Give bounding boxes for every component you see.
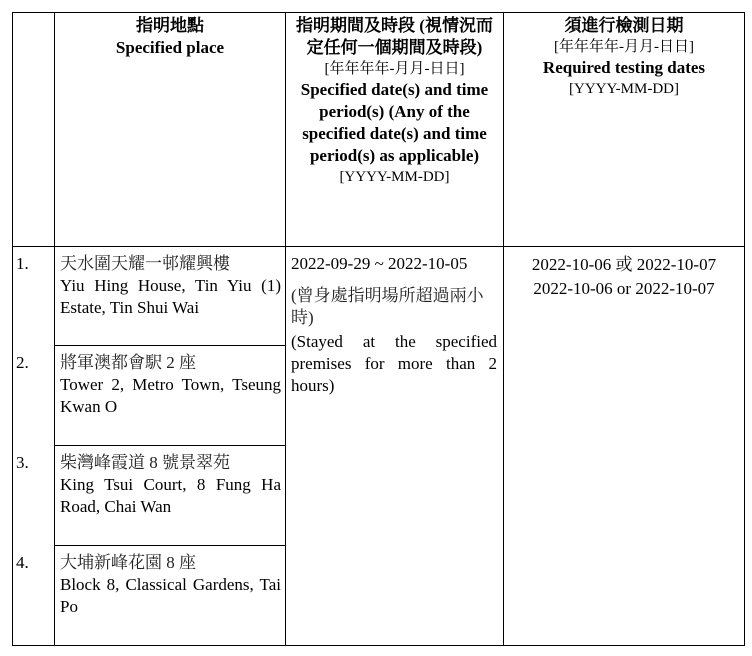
header-specified-place (55, 15, 285, 59)
table-border-bottom (12, 645, 745, 646)
header-dates-en: Required testing dates (542, 58, 706, 77)
header-period-zh: 指明期間及時段 (視情況而定任何一個期間及時段) (296, 16, 493, 57)
testing-dates-en: 2022-10-06 or 2022-10-07 (533, 279, 715, 298)
specified-period-cell (286, 247, 503, 397)
header-period-format-zh: [年年年年-月月-日日] (324, 61, 465, 77)
table-row (55, 546, 285, 618)
place-name-en: King Tsui Court, 8 Fung Ha Road, Chai Wan (60, 475, 281, 516)
testing-requirements-table (12, 12, 745, 646)
place-name-zh: 天水圍天耀一邨耀興樓 (60, 254, 230, 273)
table-row (55, 346, 285, 418)
header-dates-format-en: [YYYY-MM-DD] (569, 81, 679, 97)
col-divider-3 (503, 12, 504, 646)
header-required-testing-dates (504, 15, 744, 99)
required-testing-dates-cell (504, 247, 744, 301)
date-range: 2022-09-29 ~ 2022-10-05 (291, 254, 468, 273)
table-row (55, 446, 285, 518)
header-dates-zh: 須進行檢測日期 (564, 16, 684, 35)
table-border-right (744, 12, 745, 646)
table-row (55, 247, 285, 319)
place-name-en: Tower 2, Metro Town, Tseung Kwan O (60, 375, 281, 416)
header-period-en: Specified date(s) and time period(s) (Any of the specified date(s) and time period(s) as applicable) (300, 80, 489, 165)
header-place-en: Specified place (115, 38, 225, 57)
place-name-en: Yiu Hing House, Tin Yiu (1) Estate, Tin Shui Wai (60, 276, 281, 317)
testing-dates-zh: 2022-10-06 或 2022-10-07 (531, 255, 717, 274)
row-number: 4. (16, 553, 29, 572)
place-name-zh: 大埔新峰花園 8 座 (60, 553, 196, 572)
table-border-top (12, 12, 745, 13)
place-name-zh: 柴灣峰霞道 8 號景翠苑 (60, 453, 230, 472)
row-number: 3. (16, 453, 29, 472)
row-number: 2. (16, 353, 29, 372)
header-specified-period (291, 15, 498, 187)
header-period-format-en: [YYYY-MM-DD] (339, 169, 450, 185)
header-dates-format-zh: [年年年年-月月-日日] (554, 39, 694, 55)
place-name-zh: 將軍澳都會駅 2 座 (60, 353, 196, 372)
row-number: 1. (16, 254, 29, 273)
place-name-en: Block 8, Classical Gardens, Tai Po (60, 575, 281, 616)
header-place-zh: 指明地點 (136, 16, 204, 35)
period-note-en: (Stayed at the specified premises for more than 2 hours) (291, 332, 497, 395)
period-note-zh: (曾身處指明場所超過兩小時) (291, 286, 484, 327)
